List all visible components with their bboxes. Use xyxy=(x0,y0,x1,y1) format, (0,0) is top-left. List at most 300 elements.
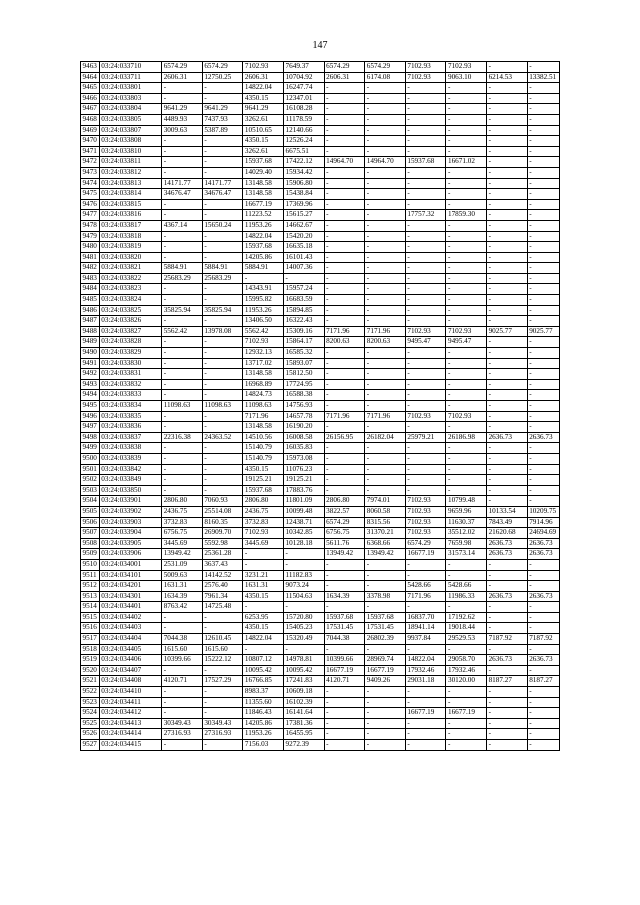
table-cell: - xyxy=(365,644,406,655)
table-cell: - xyxy=(446,602,487,613)
table-cell: 13978.08 xyxy=(202,326,243,337)
table-row xyxy=(81,273,560,284)
table-cell: 7437.93 xyxy=(202,114,243,125)
table-cell: 15893.07 xyxy=(284,358,325,369)
table-cell: - xyxy=(527,496,559,507)
table-cell: 16677.19 xyxy=(405,708,446,719)
table-cell: 9492 xyxy=(81,369,100,380)
table-cell: 1631.31 xyxy=(162,581,203,592)
table-cell: - xyxy=(324,242,365,253)
table-cell: - xyxy=(284,559,325,570)
table-cell: - xyxy=(487,665,528,676)
table-cell: - xyxy=(527,62,559,73)
table-cell: 2806.80 xyxy=(162,496,203,507)
table-cell: - xyxy=(487,369,528,380)
table-cell: 8200.63 xyxy=(365,337,406,348)
table-cell: - xyxy=(162,316,203,327)
table-cell: - xyxy=(405,464,446,475)
table-cell: 10209.75 xyxy=(527,506,559,517)
table-cell: 03:24:034404 xyxy=(99,634,161,645)
table-cell: 9499 xyxy=(81,443,100,454)
table-cell: 03:24:034403 xyxy=(99,623,161,634)
table-cell: - xyxy=(324,114,365,125)
table-cell: - xyxy=(365,263,406,274)
table-cell: 14510.56 xyxy=(243,432,284,443)
table-cell: 2436.75 xyxy=(162,506,203,517)
table-cell: - xyxy=(446,559,487,570)
table-cell: 15894.85 xyxy=(284,305,325,316)
table-cell: 9464 xyxy=(81,72,100,83)
table-cell: - xyxy=(446,379,487,390)
table-cell: - xyxy=(162,284,203,295)
table-cell: 6253.95 xyxy=(243,612,284,623)
table-row xyxy=(81,231,560,242)
table-cell: - xyxy=(202,443,243,454)
table-cell: - xyxy=(527,453,559,464)
table-cell: 9505 xyxy=(81,506,100,517)
table-cell: - xyxy=(405,167,446,178)
table-cell: 10704.92 xyxy=(284,72,325,83)
table-cell: 4120.71 xyxy=(324,676,365,687)
table-cell: 14029.40 xyxy=(243,167,284,178)
table-cell: - xyxy=(446,390,487,401)
table-cell: - xyxy=(527,401,559,412)
table-cell: - xyxy=(446,231,487,242)
table-cell: - xyxy=(405,358,446,369)
table-cell: 15937.68 xyxy=(243,157,284,168)
table-cell: - xyxy=(487,305,528,316)
table-cell: - xyxy=(446,178,487,189)
table-cell: - xyxy=(487,464,528,475)
table-cell: - xyxy=(365,305,406,316)
table-cell: 9517 xyxy=(81,634,100,645)
table-cell: - xyxy=(365,146,406,157)
table-cell: 15140.79 xyxy=(243,453,284,464)
table-cell: - xyxy=(162,295,203,306)
table-cell: - xyxy=(324,167,365,178)
table-cell: - xyxy=(487,644,528,655)
table-cell: - xyxy=(446,570,487,581)
table-cell: - xyxy=(324,687,365,698)
table-cell: 9467 xyxy=(81,104,100,115)
table-cell: 9495.47 xyxy=(446,337,487,348)
table-cell: 7102.93 xyxy=(243,337,284,348)
table-cell: 7102.93 xyxy=(405,496,446,507)
table-cell: - xyxy=(162,390,203,401)
table-cell: - xyxy=(162,167,203,178)
table-cell: - xyxy=(243,559,284,570)
table-cell: - xyxy=(365,570,406,581)
table-cell: 9409.26 xyxy=(365,676,406,687)
table-cell: 11953.26 xyxy=(243,305,284,316)
table-cell: 21620.68 xyxy=(487,528,528,539)
table-cell: 25683.29 xyxy=(202,273,243,284)
table-row xyxy=(81,623,560,634)
table-cell: 7187.92 xyxy=(527,634,559,645)
table-cell: - xyxy=(527,220,559,231)
table-cell: 17422.12 xyxy=(284,157,325,168)
table-cell: 6214.53 xyxy=(487,72,528,83)
table-cell: 16035.83 xyxy=(284,443,325,454)
table-cell: 9509 xyxy=(81,549,100,560)
table-cell: - xyxy=(202,210,243,221)
table-cell: - xyxy=(324,146,365,157)
table-cell: - xyxy=(487,199,528,210)
table-cell: - xyxy=(405,379,446,390)
table-row xyxy=(81,687,560,698)
table-cell: 11986.33 xyxy=(446,591,487,602)
table-cell: 15937.68 xyxy=(405,157,446,168)
table-cell: - xyxy=(446,199,487,210)
table-cell: - xyxy=(487,390,528,401)
table-cell: - xyxy=(446,242,487,253)
table-cell: 9526 xyxy=(81,729,100,740)
table-cell: - xyxy=(243,273,284,284)
table-cell: 3009.63 xyxy=(162,125,203,136)
table-cell: 7102.93 xyxy=(243,62,284,73)
table-cell: - xyxy=(405,348,446,359)
table-cell: 7102.93 xyxy=(405,72,446,83)
table-cell: 7171.96 xyxy=(243,411,284,422)
table-cell: - xyxy=(487,496,528,507)
table-cell: - xyxy=(365,559,406,570)
table-cell: 2636.73 xyxy=(527,432,559,443)
table-cell: - xyxy=(487,295,528,306)
table-row xyxy=(81,125,560,136)
table-cell: 9482 xyxy=(81,263,100,274)
table-cell: 11182.83 xyxy=(284,570,325,581)
table-cell: 03:24:033849 xyxy=(99,475,161,486)
table-cell: 03:24:033814 xyxy=(99,189,161,200)
table-cell: - xyxy=(405,687,446,698)
table-cell: - xyxy=(365,602,406,613)
table-cell: - xyxy=(162,210,203,221)
table-cell: - xyxy=(365,93,406,104)
table-cell: - xyxy=(487,231,528,242)
table-cell: 03:24:033808 xyxy=(99,136,161,147)
table-row xyxy=(81,655,560,666)
table-cell: - xyxy=(527,167,559,178)
table-row xyxy=(81,740,560,751)
table-cell: - xyxy=(405,644,446,655)
table-cell: 35825.94 xyxy=(162,305,203,316)
table-cell: 9522 xyxy=(81,687,100,698)
table-cell: - xyxy=(324,740,365,751)
table-cell: - xyxy=(162,379,203,390)
table-cell: - xyxy=(446,729,487,740)
table-cell: - xyxy=(527,475,559,486)
table-cell: - xyxy=(446,464,487,475)
table-cell: 16247.74 xyxy=(284,83,325,94)
table-cell: 35512.02 xyxy=(446,528,487,539)
table-cell: 11504.63 xyxy=(284,591,325,602)
table-cell: - xyxy=(162,199,203,210)
table-cell: 7102.93 xyxy=(446,326,487,337)
table-cell: 5611.76 xyxy=(324,538,365,549)
table-cell: 15438.84 xyxy=(284,189,325,200)
table-cell: 24363.52 xyxy=(202,432,243,443)
table-cell: - xyxy=(527,83,559,94)
table-cell: 1615.60 xyxy=(202,644,243,655)
table-cell: - xyxy=(487,157,528,168)
table-cell: - xyxy=(162,623,203,634)
table-cell: 6756.75 xyxy=(324,528,365,539)
table-cell: - xyxy=(405,263,446,274)
table-cell: 7102.93 xyxy=(405,517,446,528)
table-cell: 03:24:033803 xyxy=(99,93,161,104)
table-cell: 7044.38 xyxy=(162,634,203,645)
table-cell: 03:24:034406 xyxy=(99,655,161,666)
table-cell: - xyxy=(487,189,528,200)
table-cell: 9507 xyxy=(81,528,100,539)
table-cell: - xyxy=(202,379,243,390)
table-cell: 9518 xyxy=(81,644,100,655)
table-cell: - xyxy=(405,284,446,295)
table-cell: - xyxy=(487,740,528,751)
table-cell: 03:24:033905 xyxy=(99,538,161,549)
table-cell: - xyxy=(162,612,203,623)
table-cell: 26802.39 xyxy=(365,634,406,645)
table-cell: - xyxy=(324,708,365,719)
table-cell: 6174.08 xyxy=(365,72,406,83)
table-cell: - xyxy=(365,687,406,698)
table-cell: - xyxy=(527,114,559,125)
table-cell: 03:24:033837 xyxy=(99,432,161,443)
table-cell: 12750.25 xyxy=(202,72,243,83)
table-cell: 35825.94 xyxy=(202,305,243,316)
table-cell: - xyxy=(405,369,446,380)
table-cell: - xyxy=(324,443,365,454)
table-cell: 16322.43 xyxy=(284,316,325,327)
table-cell: 16683.59 xyxy=(284,295,325,306)
table-cell: 2531.09 xyxy=(162,559,203,570)
table-cell: 13949.42 xyxy=(162,549,203,560)
table-cell: 9495 xyxy=(81,401,100,412)
table-cell: 11098.63 xyxy=(243,401,284,412)
table-cell: 29058.70 xyxy=(446,655,487,666)
table-cell: - xyxy=(324,199,365,210)
table-cell: - xyxy=(284,644,325,655)
table-cell: - xyxy=(405,104,446,115)
table-cell: 2636.73 xyxy=(487,549,528,560)
table-cell: 19125.21 xyxy=(284,475,325,486)
table-cell: 15615.27 xyxy=(284,210,325,221)
table-cell: - xyxy=(284,549,325,560)
table-cell: 2636.73 xyxy=(527,591,559,602)
table-cell: 2636.73 xyxy=(487,655,528,666)
table-cell: 9476 xyxy=(81,199,100,210)
table-cell: 9484 xyxy=(81,284,100,295)
table-cell: 5592.98 xyxy=(202,538,243,549)
table-cell: - xyxy=(446,369,487,380)
table-cell: 9497 xyxy=(81,422,100,433)
table-cell: - xyxy=(202,167,243,178)
table-cell: - xyxy=(324,718,365,729)
table-cell: - xyxy=(446,358,487,369)
table-row xyxy=(81,581,560,592)
table-cell: - xyxy=(202,231,243,242)
table-cell: - xyxy=(527,199,559,210)
table-cell: 16677.19 xyxy=(365,665,406,676)
table-row xyxy=(81,72,560,83)
table-cell: 9641.29 xyxy=(243,104,284,115)
table-cell: - xyxy=(446,295,487,306)
table-cell: - xyxy=(405,401,446,412)
table-cell: 1634.39 xyxy=(324,591,365,602)
table-cell: - xyxy=(527,422,559,433)
table-row xyxy=(81,718,560,729)
table-row xyxy=(81,358,560,369)
table-cell: - xyxy=(324,83,365,94)
table-cell: - xyxy=(202,411,243,422)
table-cell: 03:24:034415 xyxy=(99,740,161,751)
table-cell: - xyxy=(365,390,406,401)
table-row xyxy=(81,326,560,337)
table-cell: - xyxy=(162,422,203,433)
table-row xyxy=(81,708,560,719)
table-cell: 15320.49 xyxy=(284,634,325,645)
table-cell: - xyxy=(324,104,365,115)
table-cell: 26909.70 xyxy=(202,528,243,539)
table-cell: 15140.79 xyxy=(243,443,284,454)
table-cell: 2636.73 xyxy=(487,591,528,602)
table-row xyxy=(81,295,560,306)
table-row xyxy=(81,697,560,708)
table-cell: 14142.52 xyxy=(202,570,243,581)
table-cell: 03:24:033818 xyxy=(99,231,161,242)
table-cell: 9937.84 xyxy=(405,634,446,645)
table-cell: 13148.58 xyxy=(243,422,284,433)
table-cell: 7649.37 xyxy=(284,62,325,73)
table-cell: - xyxy=(487,697,528,708)
table-cell: 9519 xyxy=(81,655,100,666)
table-cell: 26182.04 xyxy=(365,432,406,443)
table-cell: - xyxy=(365,231,406,242)
table-cell: 15650.24 xyxy=(202,220,243,231)
table-cell: 03:24:033825 xyxy=(99,305,161,316)
table-cell: 7171.96 xyxy=(365,326,406,337)
table-cell: 11098.63 xyxy=(162,401,203,412)
table-cell: 5562.42 xyxy=(162,326,203,337)
table-cell: 16677.19 xyxy=(405,549,446,560)
table-cell: 7659.98 xyxy=(446,538,487,549)
table-cell: 7171.96 xyxy=(365,411,406,422)
table-row xyxy=(81,220,560,231)
table-cell: 11076.23 xyxy=(284,464,325,475)
table-cell: 8983.37 xyxy=(243,687,284,698)
table-cell: - xyxy=(324,390,365,401)
table-cell: 9510 xyxy=(81,559,100,570)
table-cell: - xyxy=(162,83,203,94)
table-cell: - xyxy=(405,136,446,147)
table-cell: - xyxy=(162,453,203,464)
table-cell: - xyxy=(405,718,446,729)
table-cell: - xyxy=(446,485,487,496)
table-cell: - xyxy=(405,199,446,210)
table-cell: 03:24:033826 xyxy=(99,316,161,327)
table-cell: 14007.36 xyxy=(284,263,325,274)
table-cell: - xyxy=(405,252,446,263)
table-row xyxy=(81,316,560,327)
table-cell: - xyxy=(446,252,487,263)
table-row xyxy=(81,644,560,655)
table-cell: - xyxy=(202,284,243,295)
table-cell: 4350.15 xyxy=(243,136,284,147)
table-cell: - xyxy=(487,581,528,592)
table-cell: 6574.29 xyxy=(162,62,203,73)
table-cell: - xyxy=(487,443,528,454)
table-cell: - xyxy=(243,549,284,560)
table-cell: - xyxy=(487,422,528,433)
table-cell: 03:24:033904 xyxy=(99,528,161,539)
table-cell: 9502 xyxy=(81,475,100,486)
table-cell: 03:24:033842 xyxy=(99,464,161,475)
table-cell: - xyxy=(405,697,446,708)
table-cell: - xyxy=(487,379,528,390)
table-cell: - xyxy=(446,475,487,486)
table-cell: - xyxy=(202,740,243,751)
table-cell: 9494 xyxy=(81,390,100,401)
table-cell: 14822.04 xyxy=(243,83,284,94)
table-cell: - xyxy=(324,348,365,359)
table-cell: - xyxy=(365,348,406,359)
table-cell: 2436.75 xyxy=(243,506,284,517)
table-cell: - xyxy=(446,443,487,454)
table-cell: 9475 xyxy=(81,189,100,200)
table-cell: 03:24:033831 xyxy=(99,369,161,380)
table-cell: - xyxy=(324,210,365,221)
table-cell: 14824.73 xyxy=(243,390,284,401)
table-cell: 03:24:033820 xyxy=(99,252,161,263)
table-cell: - xyxy=(162,687,203,698)
table-cell: 25979.21 xyxy=(405,432,446,443)
table-cell: - xyxy=(527,337,559,348)
table-cell: - xyxy=(446,453,487,464)
table-cell: 3378.98 xyxy=(365,591,406,602)
table-cell: 03:24:034414 xyxy=(99,729,161,740)
table-cell: 03:24:034402 xyxy=(99,612,161,623)
table-cell: - xyxy=(446,104,487,115)
table-cell: 12438.71 xyxy=(284,517,325,528)
table-cell: 03:24:034410 xyxy=(99,687,161,698)
table-cell: 12140.66 xyxy=(284,125,325,136)
table-cell: 10128.18 xyxy=(284,538,325,549)
table-cell: 15937.68 xyxy=(324,612,365,623)
table-cell: 9659.96 xyxy=(446,506,487,517)
table-cell: - xyxy=(284,602,325,613)
table-cell: 03:24:034405 xyxy=(99,644,161,655)
table-cell: - xyxy=(446,316,487,327)
table-row xyxy=(81,263,560,274)
table-cell: 9474 xyxy=(81,178,100,189)
table-cell: 16455.95 xyxy=(284,729,325,740)
table-cell: 14822.04 xyxy=(243,231,284,242)
table-cell: - xyxy=(162,464,203,475)
table-cell: - xyxy=(527,623,559,634)
table-cell: 6574.29 xyxy=(324,62,365,73)
table-cell: 03:24:033813 xyxy=(99,178,161,189)
table-cell: - xyxy=(365,114,406,125)
table-cell: - xyxy=(162,231,203,242)
table-cell: - xyxy=(324,570,365,581)
table-cell: 15420.20 xyxy=(284,231,325,242)
table-row xyxy=(81,348,560,359)
table-row xyxy=(81,475,560,486)
table-cell: 9512 xyxy=(81,581,100,592)
table-cell: - xyxy=(162,157,203,168)
table-cell: 03:24:033710 xyxy=(99,62,161,73)
table-cell: 16677.19 xyxy=(243,199,284,210)
